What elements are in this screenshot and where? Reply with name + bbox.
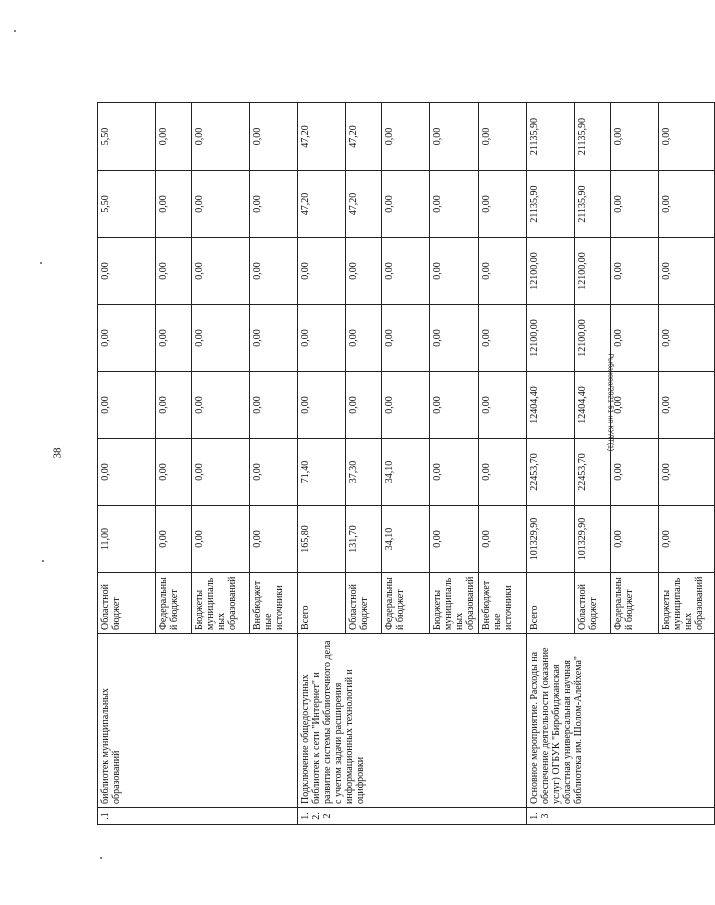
amount-cell: 0,00: [156, 372, 192, 439]
scan-speck: [14, 30, 16, 32]
amount-cell: 0,00: [250, 372, 298, 439]
table-body: [98, 103, 715, 825]
amount-cell: 0,00: [611, 103, 659, 171]
amount-cell: 0,00: [298, 305, 346, 372]
measure-name-cell: Основное мероприятие. Расходы на обеспечение деятельности (оказание услуг) ОГБУК "Биробиджанская областная универсальная научная библиотека им. Шолом-Алейхема": [527, 634, 715, 808]
scan-speck: [100, 857, 102, 859]
amount-cell: 0,00: [156, 103, 192, 171]
scan-speck: [42, 560, 44, 562]
amount-cell: 0,00: [192, 103, 250, 171]
scan-speck: [40, 262, 42, 264]
amount-cell: 0,00: [479, 103, 527, 171]
amount-cell: 0,00: [156, 506, 192, 573]
amount-cell: 0,00: [382, 238, 430, 305]
amount-cell: 5,50: [98, 171, 156, 238]
amount-cell: 0,00: [346, 372, 382, 439]
amount-cell: 0,00: [430, 171, 479, 238]
amount-cell: 0,00: [156, 171, 192, 238]
funding-source-cell: Федеральный бюджет: [382, 573, 430, 634]
funding-source-cell: Бюджеты муниципальных образований: [430, 573, 479, 634]
amount-cell: 0,00: [346, 238, 382, 305]
amount-cell: 101329,90: [527, 506, 575, 573]
amount-cell: 0,00: [479, 305, 527, 372]
funding-source-cell: Внебюджетные источники: [479, 573, 527, 634]
amount-cell: 5,50: [98, 103, 156, 171]
funding-source-cell: Областной бюджет: [346, 573, 382, 634]
amount-cell: 0,00: [382, 171, 430, 238]
amount-cell: 12404,40: [527, 372, 575, 439]
amount-cell: 12100,00: [527, 305, 575, 372]
amount-cell: 0,00: [479, 506, 527, 573]
amount-cell: 0,00: [611, 506, 659, 573]
funding-source-cell: Областной бюджет: [575, 573, 611, 634]
funding-source-cell: Федеральный бюджет: [156, 573, 192, 634]
amount-cell: 22453,70: [575, 439, 611, 506]
amount-cell: 34,10: [382, 439, 430, 506]
amount-cell: 0,00: [250, 238, 298, 305]
amount-cell: 0,00: [430, 238, 479, 305]
amount-cell: 0,00: [156, 305, 192, 372]
amount-cell: 0,00: [382, 103, 430, 171]
amount-cell: 0,00: [192, 506, 250, 573]
amount-cell: 47,20: [298, 103, 346, 171]
amount-cell: 21135,90: [575, 103, 611, 171]
amount-cell: 0,00: [479, 439, 527, 506]
amount-cell: 131,70: [346, 506, 382, 573]
amount-cell: 0,00: [192, 171, 250, 238]
amount-cell: 0,00: [611, 372, 659, 439]
amount-cell: 12404,40: [575, 372, 611, 439]
amount-cell: 165,80: [298, 506, 346, 573]
amount-cell: 11,00: [98, 506, 156, 573]
funding-source-cell: Федеральный бюджет: [611, 573, 659, 634]
funding-source-cell: Областной бюджет: [98, 573, 156, 634]
amount-cell: 0,00: [659, 506, 715, 573]
funding-source-cell: Бюджеты муниципальных образований: [192, 573, 250, 634]
amount-cell: 0,00: [659, 103, 715, 171]
measure-name-cell: библиотек муниципальных образований: [98, 634, 298, 808]
amount-cell: 0,00: [250, 103, 298, 171]
page-number: 38: [51, 447, 64, 459]
amount-cell: 0,00: [659, 238, 715, 305]
amount-cell: 0,00: [298, 372, 346, 439]
amount-cell: 0,00: [611, 305, 659, 372]
measure-name-cell: Подключение общедоступных библиотек к сети "Интернет" и развитие системы библиотечного дела с учетом задачи расширения информационных технологий и оцифровки: [298, 634, 527, 808]
amount-cell: 101329,90: [575, 506, 611, 573]
amount-cell: 0,00: [382, 372, 430, 439]
amount-cell: 0,00: [430, 372, 479, 439]
budget-table: [97, 102, 715, 825]
funding-source-cell: Всего: [527, 573, 575, 634]
amount-cell: 12100,00: [575, 305, 611, 372]
amount-cell: 12100,00: [527, 238, 575, 305]
amount-cell: 0,00: [192, 439, 250, 506]
row-number-cell: 1.2.2: [298, 808, 527, 825]
amount-cell: 21135,90: [575, 171, 611, 238]
funding-source-cell: Бюджеты муниципальных образований: [659, 573, 715, 634]
amount-cell: 0,00: [98, 372, 156, 439]
table-row: [527, 103, 575, 825]
amount-cell: 0,00: [156, 238, 192, 305]
table-row: [298, 103, 346, 825]
table-row: [98, 103, 156, 825]
amount-cell: 12100,00: [575, 238, 611, 305]
amount-cell: 0,00: [479, 238, 527, 305]
amount-cell: 0,00: [611, 238, 659, 305]
amount-cell: 47,20: [346, 103, 382, 171]
amount-cell: 22453,70: [527, 439, 575, 506]
amount-cell: 21135,90: [527, 103, 575, 171]
amount-cell: 0,00: [98, 305, 156, 372]
amount-cell: 0,00: [430, 506, 479, 573]
amount-cell: 0,00: [659, 372, 715, 439]
amount-cell: 37,30: [346, 439, 382, 506]
amount-cell: 0,00: [192, 372, 250, 439]
funding-source-cell: Всего: [298, 573, 346, 634]
amount-cell: 34,10: [382, 506, 430, 573]
amount-cell: 0,00: [98, 238, 156, 305]
amount-cell: 47,20: [346, 171, 382, 238]
amount-cell: 71,40: [298, 439, 346, 506]
funding-source-cell: Внебюджетные источники: [250, 573, 298, 634]
amount-cell: 0,00: [430, 439, 479, 506]
amount-cell: 0,00: [611, 171, 659, 238]
amount-cell: 0,00: [382, 305, 430, 372]
amount-cell: 0,00: [659, 305, 715, 372]
amount-cell: 0,00: [298, 238, 346, 305]
amount-cell: 0,00: [430, 103, 479, 171]
amount-cell: 0,00: [659, 171, 715, 238]
amount-cell: 0,00: [192, 305, 250, 372]
row-number-cell: 1.3: [527, 808, 715, 825]
amount-cell: 0,00: [250, 506, 298, 573]
amount-cell: 0,00: [250, 439, 298, 506]
amount-cell: 0,00: [156, 439, 192, 506]
amount-cell: 0,00: [430, 305, 479, 372]
amount-cell: 0,00: [611, 439, 659, 506]
footer-document-code: Рыбакова/2021-51-нп-КУЛТ(1): [606, 353, 614, 452]
amount-cell: 47,20: [298, 171, 346, 238]
amount-cell: 21135,90: [527, 171, 575, 238]
amount-cell: 0,00: [250, 171, 298, 238]
amount-cell: 0,00: [479, 372, 527, 439]
amount-cell: 0,00: [98, 439, 156, 506]
amount-cell: 0,00: [192, 238, 250, 305]
amount-cell: 0,00: [659, 439, 715, 506]
amount-cell: 0,00: [479, 171, 527, 238]
amount-cell: 0,00: [250, 305, 298, 372]
amount-cell: 0,00: [346, 305, 382, 372]
row-number-cell: .1: [98, 808, 298, 825]
